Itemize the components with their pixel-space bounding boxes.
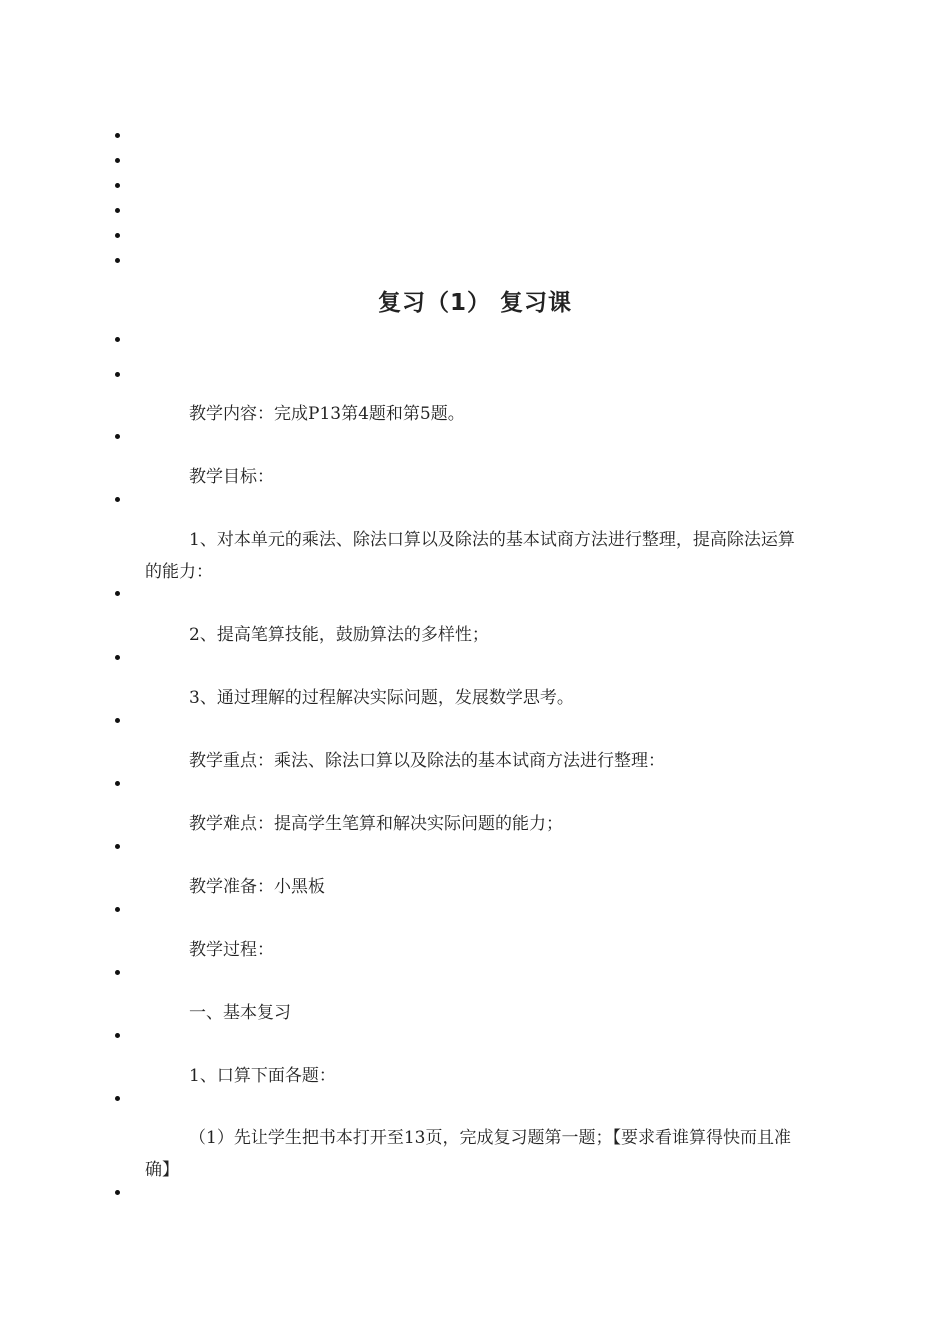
paragraph-teaching-goals-heading: 教学目标：: [189, 467, 274, 487]
paragraph-process-heading: 教学过程：: [189, 940, 274, 960]
list-bullet: [115, 337, 120, 342]
list-bullet: [115, 718, 120, 723]
paragraph-key-points: 教学重点：乘法、除法口算以及除法的基本试商方法进行整理：: [189, 751, 665, 771]
list-bullet: [115, 497, 120, 502]
list-bullet: [115, 1033, 120, 1038]
paragraph-teaching-content: 教学内容：完成P13第4题和第5题。: [189, 404, 465, 424]
list-bullet: [115, 258, 120, 263]
list-bullet: [115, 844, 120, 849]
list-bullet: [115, 233, 120, 238]
list-bullet: [115, 655, 120, 660]
paragraph-difficulties: 教学难点：提高学生笔算和解决实际问题的能力；: [189, 814, 563, 834]
list-bullet: [115, 183, 120, 188]
list-bullet: [115, 372, 120, 377]
list-bullet: [115, 1190, 120, 1195]
paragraph-preparation: 教学准备：小黑板: [189, 877, 325, 897]
paragraph-step-1: （1）先让学生把书本打开至13页，完成复习题第一题；【要求看谁算得快而且准确】: [145, 1128, 791, 1180]
paragraph-goal-2: 2、提高笔算技能，鼓励算法的多样性；: [189, 625, 489, 645]
list-bullet: [115, 591, 120, 596]
paragraph-goal-1: 1、对本单元的乘法、除法口算以及除法的基本试商方法进行整理，提高除法运算的能力：: [145, 530, 795, 582]
paragraph-section-basic-review: 一、基本复习: [189, 1003, 291, 1023]
paragraph-goal-3: 3、通过理解的过程解决实际问题，发展数学思考。: [189, 688, 574, 708]
list-bullet: [115, 1096, 120, 1101]
list-bullet: [115, 970, 120, 975]
list-bullet: [115, 208, 120, 213]
list-bullet: [115, 781, 120, 786]
list-bullet: [115, 907, 120, 912]
list-bullet: [115, 434, 120, 439]
list-bullet: [115, 133, 120, 138]
paragraph-mental-arithmetic: 1、口算下面各题：: [189, 1066, 336, 1086]
document-title: 复习（1） 复习课: [377, 290, 572, 316]
list-bullet: [115, 158, 120, 163]
